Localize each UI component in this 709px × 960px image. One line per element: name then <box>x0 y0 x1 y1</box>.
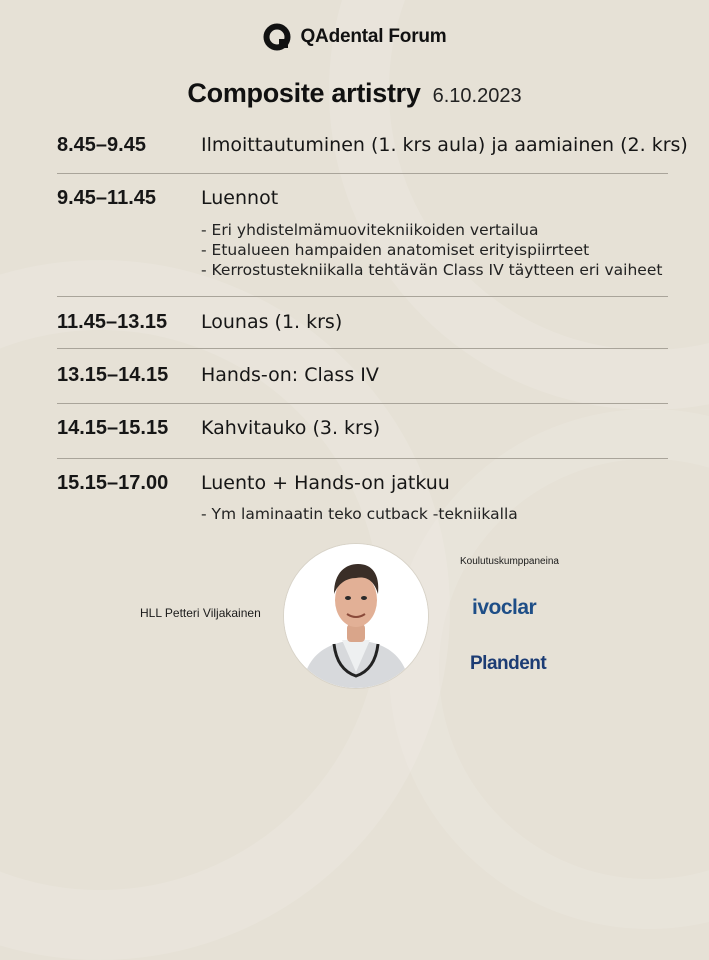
portrait-illustration <box>284 544 428 688</box>
title-row <box>0 78 709 109</box>
schedule-time: 13.15–14.15 <box>57 364 169 386</box>
schedule-event: Luennot <box>201 187 279 209</box>
detail-item: - Ym laminaatin teko cutback -tekniikalla <box>201 505 518 523</box>
schedule-details <box>201 220 662 280</box>
schedule-event: Kahvitauko (3. krs) <box>201 417 381 439</box>
schedule-event: Ilmoittautuminen (1. krs aula) ja aamiainen (2. krs) <box>201 134 688 156</box>
schedule-event: Hands-on: Class IV <box>201 364 379 386</box>
page-title: Composite artistry <box>187 78 421 108</box>
schedule-time: 14.15–15.15 <box>57 417 169 439</box>
schedule-time: 15.15–17.00 <box>57 472 169 494</box>
schedule-row <box>57 173 668 296</box>
schedule-event: Luento + Hands-on jatkuu <box>201 472 450 494</box>
detail-item: - Etualueen hampaiden anatomiset erityispiirrteet <box>201 241 590 259</box>
speaker-portrait <box>284 544 428 688</box>
schedule-row <box>57 458 668 539</box>
schedule-time: 11.45–13.15 <box>57 311 168 333</box>
schedule-time: 8.45–9.45 <box>57 134 146 156</box>
schedule-row <box>57 122 688 173</box>
schedule-row <box>57 403 668 458</box>
schedule-details <box>201 504 518 524</box>
brand-name: QAdental Forum <box>300 26 447 47</box>
detail-item: - Kerrostustekniikalla tehtävän Class IV täytteen eri vaiheet <box>201 261 663 279</box>
speaker-name: HLL Petteri Viljakainen <box>140 606 261 620</box>
schedule-time: 9.45–11.45 <box>57 187 156 209</box>
ivoclar-logo: ivoclar <box>472 596 537 619</box>
event-date: 6.10.2023 <box>432 85 522 107</box>
qa-ring-icon <box>262 22 292 52</box>
brand-header <box>0 22 709 52</box>
schedule-event: Lounas (1. krs) <box>201 311 343 333</box>
schedule-row <box>57 348 668 403</box>
detail-item: - Eri yhdistelmämuovitekniikoiden vertailua <box>201 221 539 239</box>
partners-label: Koulutuskumppaneina <box>460 556 559 567</box>
plandent-logo: Plandent <box>470 653 547 674</box>
schedule <box>57 122 688 539</box>
schedule-row <box>57 296 668 348</box>
